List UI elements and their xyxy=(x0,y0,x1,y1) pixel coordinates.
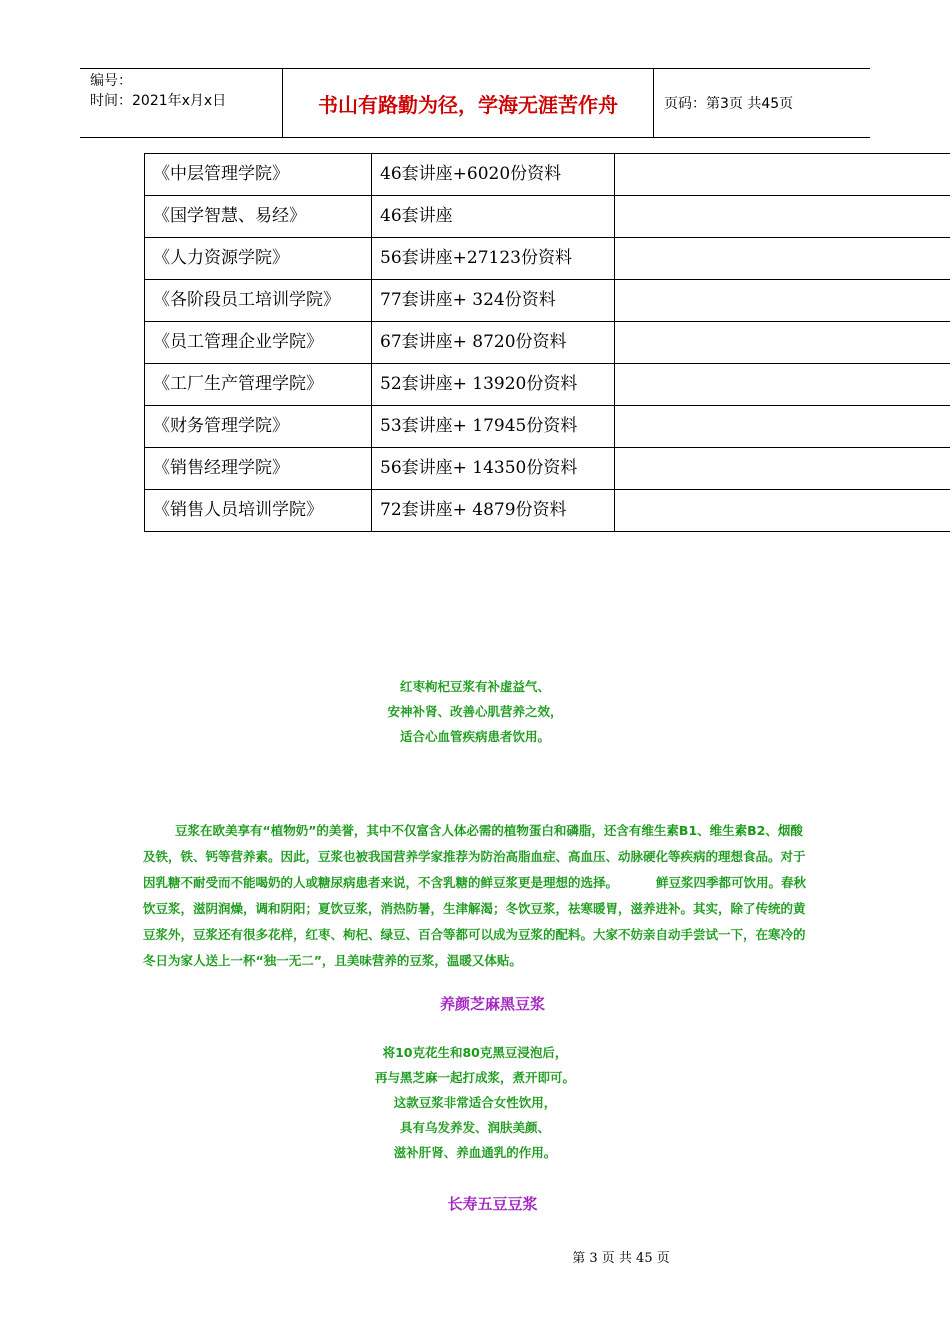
header-motto-cell xyxy=(283,69,654,137)
section1-lines xyxy=(0,1040,950,1165)
paragraph-part2: 鲜豆浆四季都可饮用。春秋饮豆浆，滋阴润燥，调和阴阳；夏饮豆浆，消热防暑，生津解渴；冬饮豆浆，祛寒暖胃，滋养进补。其实，除了传统的黄豆浆外，豆浆还有很多花样，红枣、枸杞、绿豆、百合等都可以成为豆浆的配料。大家不妨亲自动手尝试一下，在寒冷的冬日为家人送上一杯“独一无二”，且美味营养的豆浆，温暖又体贴。 xyxy=(143,875,807,968)
time-label: 时间：2021年x月x日 xyxy=(90,93,227,109)
course-content: 56套讲座+ 14350份资料 xyxy=(372,448,615,490)
recipe-line: 再与黑芝麻一起打成浆，煮开即可。 xyxy=(374,1070,575,1085)
table-row xyxy=(145,322,950,364)
page-info: 页码：第3页 共45页 xyxy=(664,96,794,112)
intro-line: 适合心血管疾病患者饮用。 xyxy=(399,729,550,744)
course-note xyxy=(615,448,950,490)
recipe-line: 将10克花生和80克黑豆浸泡后， xyxy=(382,1045,568,1060)
course-name: 《国学智慧、易经》 xyxy=(145,196,372,238)
course-name: 《中层管理学院》 xyxy=(145,154,372,196)
table-row xyxy=(145,196,950,238)
course-note xyxy=(615,490,950,532)
course-note xyxy=(615,280,950,322)
table-row xyxy=(145,364,950,406)
page-footer: 第 3 页 共 45 页 xyxy=(572,1251,670,1266)
table-row xyxy=(145,490,950,532)
course-note xyxy=(615,238,950,280)
recipe-line: 这款豆浆非常适合女性饮用， xyxy=(393,1095,557,1110)
course-content: 56套讲座+27123份资料 xyxy=(372,238,615,280)
recipe-line: 具有乌发养发、润肤美颜、 xyxy=(399,1120,550,1135)
course-note xyxy=(615,364,950,406)
paragraph-part1: 豆浆在欧美享有“植物奶”的美誉，其中不仅富含人体必需的植物蛋白和磷脂，还含有维生素B1、维生素B2、烟酸及铁，铁、钙等营养素。因此，豆浆也被我国营养学家推荐为防治高脂血症、高血压、动脉硬化等疾病的理想食品。对于因乳糖不耐受而不能喝奶的人或糖尿病患者来说，不含乳糖的鲜豆浆更是理想的选择。 xyxy=(143,823,806,890)
table-row xyxy=(145,154,950,196)
course-note xyxy=(615,406,950,448)
course-name: 《员工管理企业学院》 xyxy=(145,322,372,364)
course-name: 《销售经理学院》 xyxy=(145,448,372,490)
recipe-line: 滋补肝肾、养血通乳的作用。 xyxy=(393,1145,557,1160)
table-row xyxy=(145,238,950,280)
course-name: 《财务管理学院》 xyxy=(145,406,372,448)
number-label: 编号： xyxy=(90,73,132,89)
motto: 书山有路勤为径，学海无涯苦作舟 xyxy=(318,92,618,117)
course-note xyxy=(615,322,950,364)
page-header xyxy=(80,68,870,138)
table-row xyxy=(145,280,950,322)
intro-line: 红枣枸杞豆浆有补虚益气、 xyxy=(399,679,550,694)
course-note xyxy=(615,154,950,196)
intro-block xyxy=(0,674,950,749)
course-name: 《人力资源学院》 xyxy=(145,238,372,280)
course-content: 77套讲座+ 324份资料 xyxy=(372,280,615,322)
course-content: 72套讲座+ 4879份资料 xyxy=(372,490,615,532)
course-table xyxy=(144,153,950,532)
course-content: 53套讲座+ 17945份资料 xyxy=(372,406,615,448)
table-row xyxy=(145,406,950,448)
course-name: 《销售人员培训学院》 xyxy=(145,490,372,532)
header-meta xyxy=(80,69,283,137)
section-title: 养颜芝麻黑豆浆 xyxy=(439,995,545,1013)
section-title: 长寿五豆豆浆 xyxy=(447,1195,538,1213)
course-content: 52套讲座+ 13920份资料 xyxy=(372,364,615,406)
course-note xyxy=(615,196,950,238)
course-content: 46套讲座 xyxy=(372,196,615,238)
soy-milk-paragraph xyxy=(143,818,808,974)
course-name: 《工厂生产管理学院》 xyxy=(145,364,372,406)
course-content: 46套讲座+6020份资料 xyxy=(372,154,615,196)
course-name: 《各阶段员工培训学院》 xyxy=(145,280,372,322)
course-content: 67套讲座+ 8720份资料 xyxy=(372,322,615,364)
table-row xyxy=(145,448,950,490)
intro-line: 安神补肾、改善心肌营养之效， xyxy=(387,704,563,719)
